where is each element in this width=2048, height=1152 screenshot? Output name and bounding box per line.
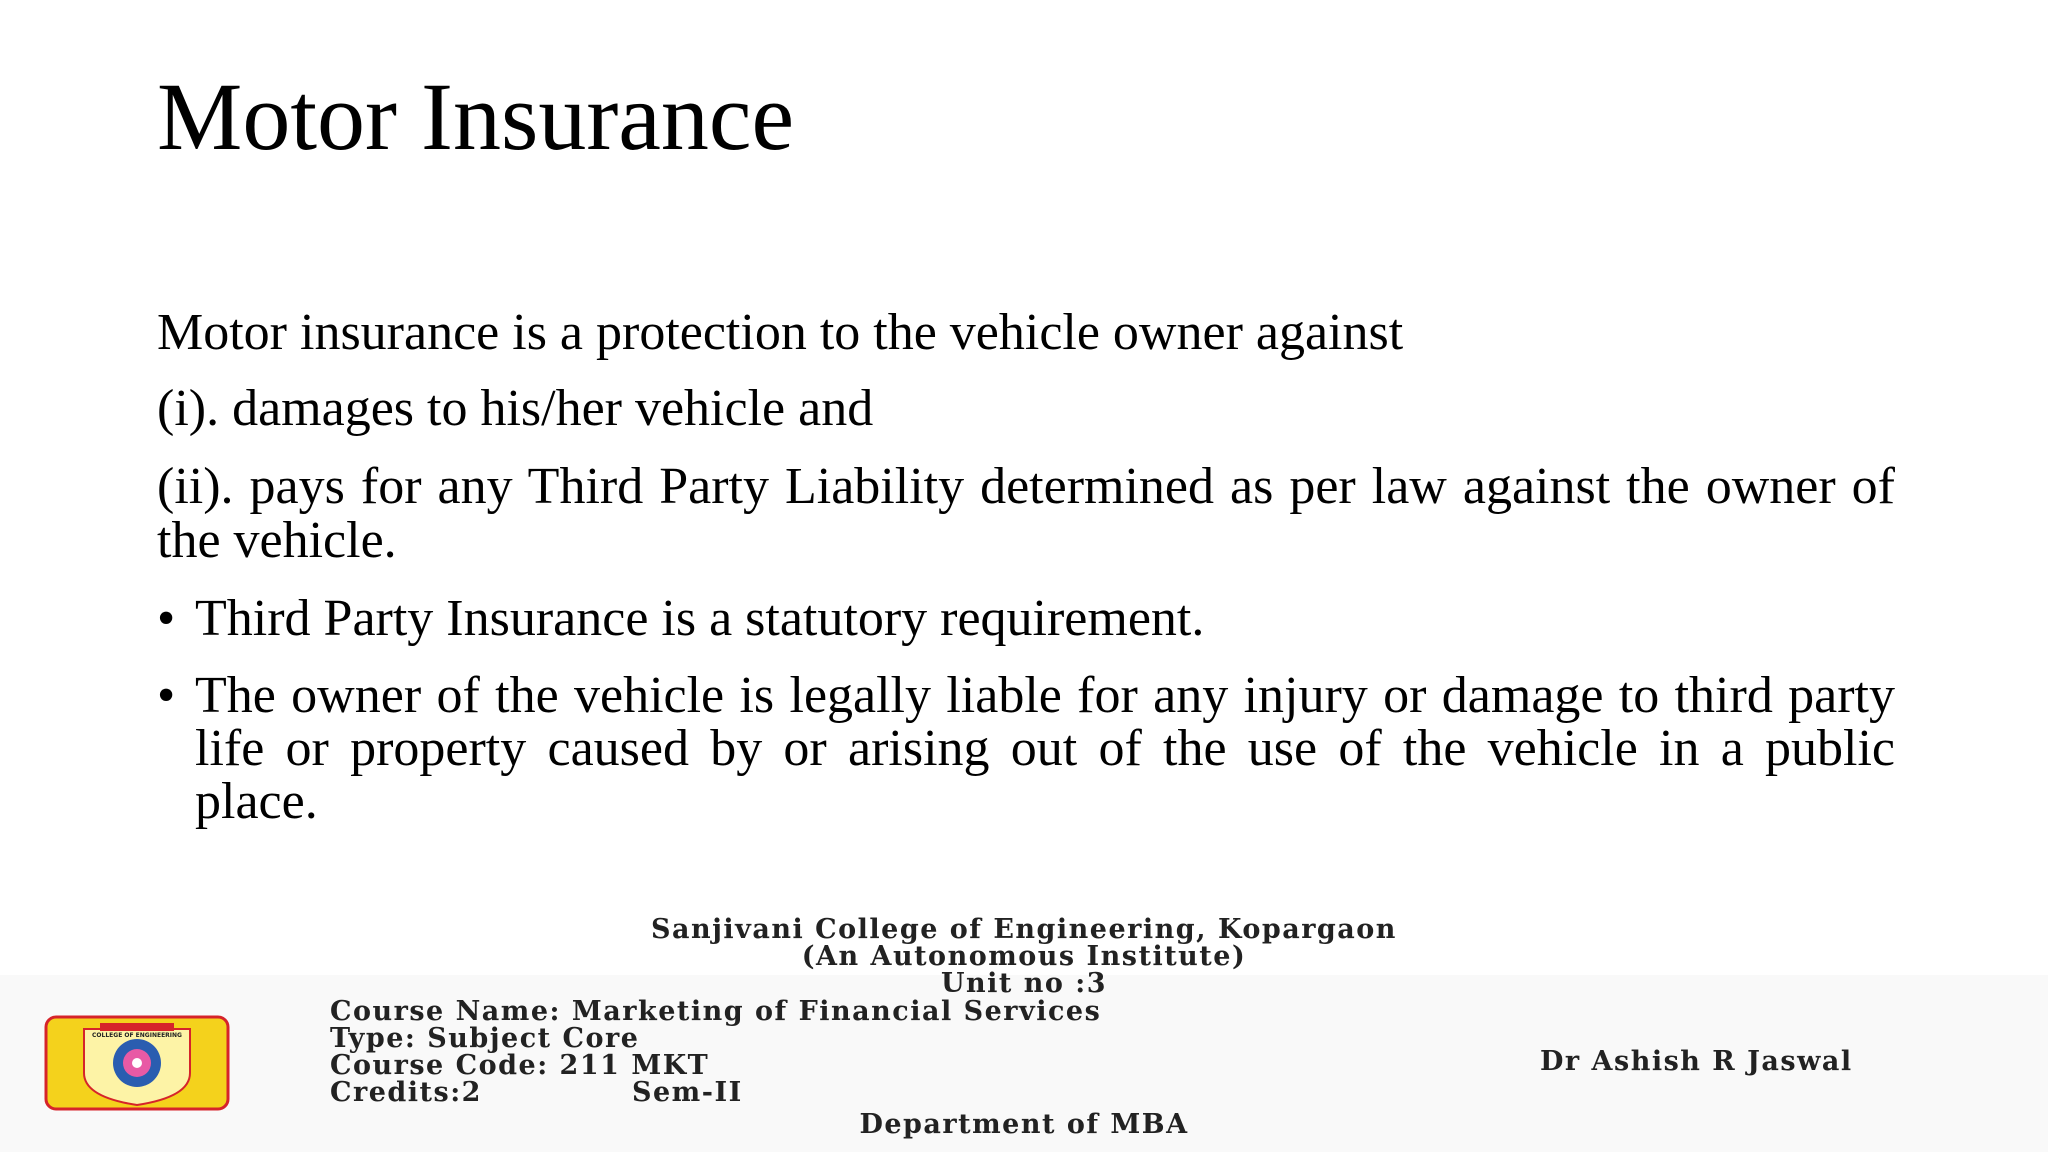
department-name: Department of MBA xyxy=(859,1109,1189,1140)
bullet-text: The owner of the vehicle is legally liable for any injury or damage to third party life or property caused by or arising out of the use of the vehicle in a public place. xyxy=(195,667,1895,830)
college-name: Sanjivani College of Engineering, Kopargaon xyxy=(651,914,1397,945)
slide-body xyxy=(157,306,1895,852)
semester: Sem-II xyxy=(632,1077,743,1108)
course-code: Course Code: 211 MKT xyxy=(330,1050,710,1081)
bullet-icon: • xyxy=(157,667,176,724)
slide-footer xyxy=(0,915,2048,1152)
credits: Credits:2 xyxy=(330,1077,482,1108)
intro-paragraph: Motor insurance is a protection to the vehicle owner against xyxy=(157,304,1404,361)
logo-text: COLLEGE OF ENGINEERING xyxy=(92,1032,182,1039)
course-name: Course Name: Marketing of Financial Services xyxy=(330,996,1102,1027)
bullet-item xyxy=(157,669,1895,828)
course-type: Type: Subject Core xyxy=(330,1023,640,1054)
item-paragraph: (i). damages to his/her vehicle and xyxy=(157,380,874,437)
slide-title: Motor Insurance xyxy=(157,63,795,170)
institute-status: (An Autonomous Institute) xyxy=(801,941,1247,972)
bullet-item xyxy=(157,592,1895,645)
bullet-text: Third Party Insurance is a statutory requirement. xyxy=(195,590,1205,647)
author-name: Dr Ashish R Jaswal xyxy=(1540,1046,1853,1077)
item-paragraph: (ii). pays for any Third Party Liability determined as per law against the owner of the vehicle. xyxy=(157,458,1895,569)
bullet-icon: • xyxy=(157,590,176,647)
unit-number: Unit no :3 xyxy=(940,968,1108,999)
college-logo-icon xyxy=(44,1015,230,1111)
